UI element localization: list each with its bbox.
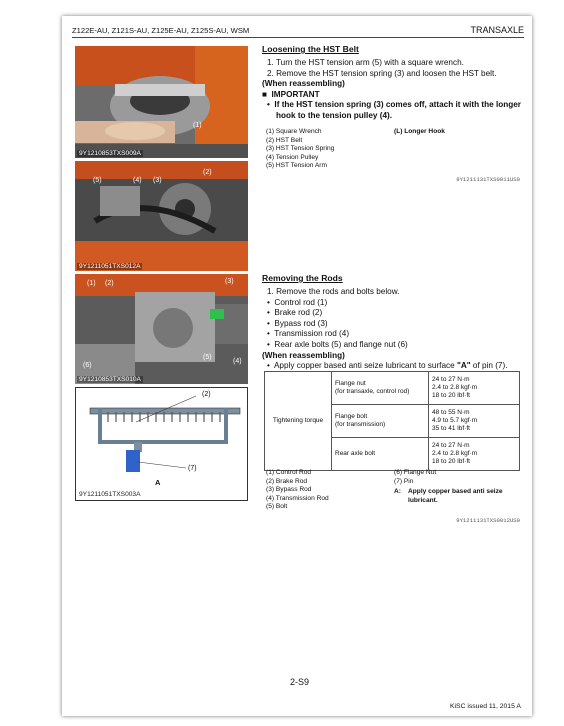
section-removing <box>262 273 524 372</box>
reassembling-note: • Apply copper based anti seize lubricant to surface "A" of pin (7). <box>267 361 508 371</box>
bullet: • Bypass rod (3) <box>267 318 328 328</box>
callout-label: A <box>155 478 161 487</box>
section-title: Removing the Rods <box>262 273 343 283</box>
table-cell <box>429 438 520 471</box>
legend-item: (2) HST Belt <box>266 136 303 144</box>
note-text: of pin (7). <box>470 361 508 371</box>
bullet-text: Control rod (1) <box>274 297 328 307</box>
cell-value: 2.4 to 2.8 kgf·m <box>432 384 478 391</box>
callout-label: (7) <box>188 465 197 472</box>
callout-label: (1) <box>193 122 202 129</box>
cell-item: Flange bolt <box>335 413 368 420</box>
cell-value: 2.4 to 2.8 kgf·m <box>432 450 478 457</box>
cell-value: 24 to 27 N·m <box>432 376 470 383</box>
bullet: • Transmission rod (4) <box>267 329 350 339</box>
legend-item: (1) Control Rod <box>266 469 312 476</box>
photo-caption: 9Y1210853TXS010A <box>79 376 141 383</box>
bullet-text: Brake rod (2) <box>274 308 323 318</box>
table-cell <box>332 405 429 438</box>
step: 1. Turn the HST tension arm (5) with a square wrench. <box>267 58 464 67</box>
footer-issue: KiSC issued 11, 2015 A <box>450 703 521 710</box>
callout-label: (2) <box>203 169 212 176</box>
important-heading <box>262 90 524 101</box>
bullet-text: Bypass rod (3) <box>274 318 328 328</box>
table-cell <box>429 372 520 405</box>
cell-value: 35 to 41 lbf·ft <box>432 425 470 432</box>
callout-label: (5) <box>93 177 102 184</box>
important-text-body: If the HST tension spring (3) comes off, attach it with the longer hook to the tension pulley (4). <box>274 100 521 120</box>
cell-item: Rear axle bolt <box>335 450 376 457</box>
important-label: IMPORTANT <box>271 89 320 99</box>
legend-item: (4) Tension Pulley <box>266 153 319 161</box>
legend-item: (4) Transmission Rod <box>266 494 329 502</box>
cell-value: 18 to 20 lbf·ft <box>432 392 470 399</box>
legend-item: (5) HST Tension Arm <box>266 162 327 170</box>
legend-item-right: (L) Longer Hook <box>394 128 445 135</box>
bullet-text: Rear axle bolts (5) and flange nut (6) <box>274 339 408 349</box>
reassembling-heading: (When reassembling) <box>262 79 345 89</box>
torque-table <box>264 371 520 471</box>
note-a <box>394 488 522 505</box>
step: 2. Remove the HST tension spring (3) and loosen the HST belt. <box>267 68 497 78</box>
square-icon: ■ <box>262 89 267 99</box>
callout-label: (3) <box>153 177 162 184</box>
legend-removing <box>266 469 329 512</box>
cell-sub: (for transmission) <box>335 421 386 428</box>
photo-caption: 9Y1211051TXS012A <box>79 263 141 270</box>
legend-item: (2) Brake Rod <box>266 477 308 485</box>
table-cell <box>332 372 429 405</box>
table-row <box>265 372 520 405</box>
table-cell: Tightening torque <box>265 372 332 471</box>
callout-label: (2) <box>105 280 114 287</box>
bullet: • Rear axle bolts (5) and flange nut (6) <box>267 339 408 349</box>
legend-removing-right <box>394 469 522 505</box>
note-a-label: A: <box>394 488 401 496</box>
photo-tension-spring <box>75 161 248 271</box>
photo-caption: 9Y1211051TXS003A <box>79 491 141 498</box>
callout-label: (2) <box>202 391 211 398</box>
legend-item: (3) Bypass Rod <box>266 486 312 494</box>
section-title: Loosening the HST Belt <box>262 44 359 54</box>
legend-item: (6) Flange Nut <box>394 469 437 476</box>
table-cell <box>429 405 520 438</box>
header-section: TRANSAXLE <box>470 25 524 35</box>
header-rule <box>72 37 524 38</box>
callout-label: (4) <box>233 358 242 365</box>
header-models: Z122E-AU, Z121S-AU, Z125E-AU, Z125S-AU, WSM <box>72 26 250 35</box>
note-surface-label: "A" <box>456 361 471 371</box>
callout-label: (5) <box>203 354 212 361</box>
section-loosening <box>262 44 524 122</box>
bullet: • Brake rod (2) <box>267 308 323 318</box>
page-header <box>72 24 524 36</box>
photo-rods <box>75 274 248 384</box>
diagram-pin <box>75 387 248 501</box>
legend-item: (1) Square Wrench <box>266 128 322 135</box>
callout-label: (1) <box>87 280 96 287</box>
photo-hst-belt <box>75 46 248 158</box>
cell-value: 48 to 55 N·m <box>432 409 470 416</box>
callout-label: (3) <box>225 278 234 285</box>
cell-sub: (for transaxle, control rod) <box>335 388 410 395</box>
bullet-text: Transmission rod (4) <box>274 329 350 339</box>
legend-item: (7) Pin <box>394 477 414 485</box>
cell-item: Flange nut <box>335 380 366 387</box>
legend-item: (3) HST Tension Spring <box>266 145 335 153</box>
step: 1. Remove the rods and bolts below. <box>267 287 400 296</box>
reference-code: 9Y1211131TXS0011US0 <box>456 176 520 183</box>
important-text: • If the HST tension spring (3) comes off, attach it with the longer hook to the tension pulley (4). <box>267 100 521 120</box>
legend-item: (5) Bolt <box>266 503 288 511</box>
cell-value: 18 to 20 lbf·ft <box>432 458 470 465</box>
bullet: • Control rod (1) <box>267 297 328 307</box>
reassembling-heading: (When reassembling) <box>262 350 345 360</box>
photo-caption: 9Y1210853TXS009A <box>79 150 141 157</box>
callout-label: (4) <box>133 177 142 184</box>
legend-loosening <box>266 128 334 171</box>
reference-code: 9Y1211131TXS0012US0 <box>456 517 520 524</box>
cell-value: 4.9 to 5.7 kgf·m <box>432 417 478 424</box>
cell-value: 24 to 27 N·m <box>432 442 470 449</box>
note-text: Apply copper based anti seize lubricant to surface <box>273 361 457 371</box>
table-cell <box>332 438 429 471</box>
note-a-text: Apply copper based anti seize lubricant. <box>408 488 503 504</box>
page-number: 2-S9 <box>290 677 310 687</box>
callout-label: (6) <box>83 362 92 369</box>
